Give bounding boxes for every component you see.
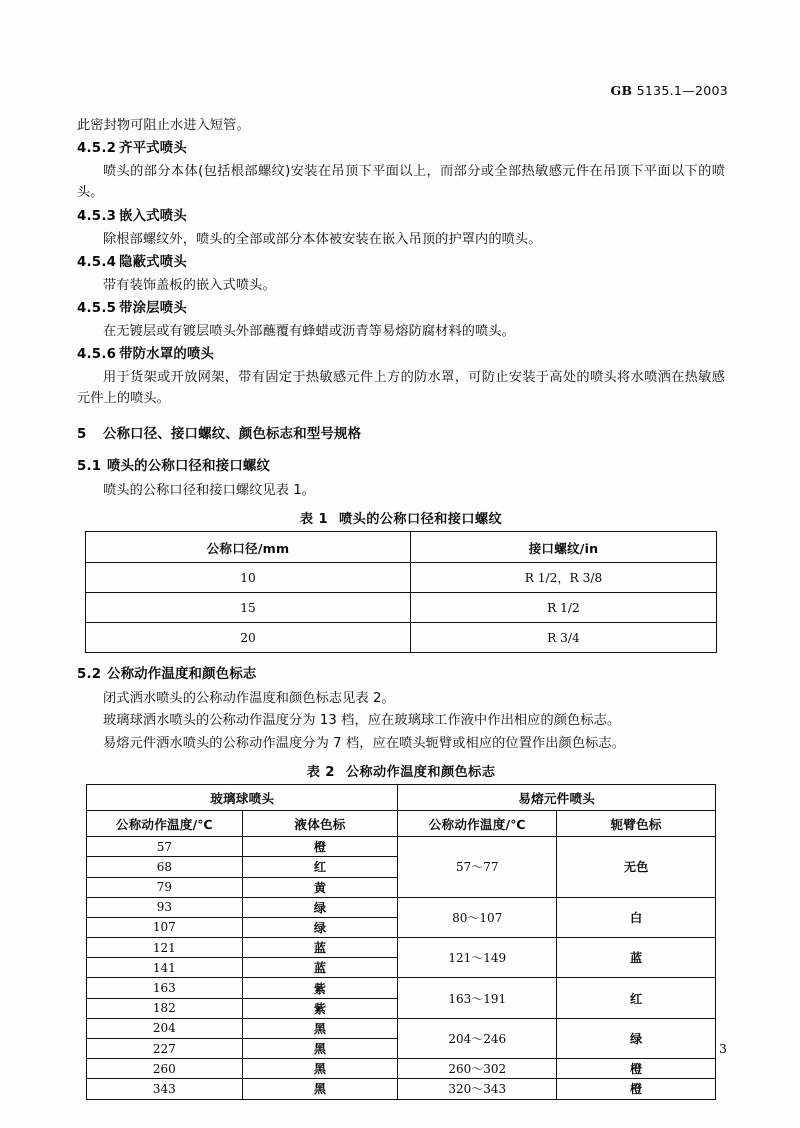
table-2-cell-liquid-color: 蓝 [242, 958, 398, 978]
section-heading-5 [77, 424, 725, 446]
intro-paragraph: 此密封物可阻止水进入短管。 [77, 118, 250, 133]
table-operating-temperature-color [86, 784, 716, 1099]
table-2-cell-glass-temp: 68 [87, 857, 243, 877]
table-2-cell-fusible-range: 204～246 [398, 1018, 557, 1058]
standard-prefix: GB [610, 83, 633, 98]
table-row [86, 593, 717, 623]
table-2-cell-fusible-range: 121～149 [398, 938, 557, 978]
table-2-cell-liquid-color: 黑 [242, 1018, 398, 1038]
table-row [87, 938, 716, 958]
clause-heading-4-5-2 [77, 138, 725, 160]
table-2-cell-glass-temp: 260 [87, 1059, 243, 1079]
table-2-cell-glass-temp: 227 [87, 1039, 243, 1059]
clause-heading-4-5-5 [77, 298, 725, 320]
standard-number: 5135.1—2003 [636, 83, 728, 98]
table-2-cell-lever-color: 绿 [557, 1018, 716, 1058]
clause-number: 5.1 [77, 459, 102, 475]
clause-text-5-2-a: 闭式洒水喷头的公称动作温度和颜色标志见表 2。 [103, 691, 395, 706]
table-1-col-header-thread: 接口螺纹/in [410, 532, 716, 563]
clause-title: 隐蔽式喷头 [119, 254, 187, 270]
table-row [86, 623, 717, 653]
table-2-cell-lever-color: 白 [557, 897, 716, 937]
clause-title: 嵌入式喷头 [119, 208, 187, 224]
table-2-cell-glass-temp: 141 [87, 958, 243, 978]
table-2-col-header-lever-color: 轭臂色标 [557, 811, 716, 837]
table-1-caption [77, 508, 725, 527]
table-2-cell-liquid-color: 紫 [242, 998, 398, 1018]
clause-text-4-5-4: 带有装饰盖板的嵌入式喷头。 [103, 277, 276, 293]
clause-number: 4.5.3 [77, 208, 117, 224]
table-1-col-header-diameter: 公称口径/mm [86, 532, 411, 563]
table-2-cell-lever-color: 橙 [557, 1059, 716, 1079]
clause-text-5-1: 喷头的公称口径和接口螺纹见表 1。 [103, 482, 316, 498]
table-2-cell-glass-temp: 107 [87, 917, 243, 937]
running-header [611, 83, 728, 98]
table-2-col-header-fusible-temp: 公称动作温度/℃ [398, 811, 557, 837]
table-2-sub-header-row [87, 811, 716, 837]
table-2-cell-liquid-color: 绿 [242, 917, 398, 937]
clause-number: 4.5.2 [77, 141, 117, 157]
clause-title: 喷头的公称口径和接口螺纹 [107, 459, 271, 475]
table-2-group-header-glass-bulb: 玻璃球喷头 [87, 785, 398, 811]
table-nominal-diameter-thread [85, 531, 717, 653]
section-number: 5 [77, 426, 87, 442]
clause-number: 4.5.6 [77, 347, 117, 363]
table-2-cell-fusible-range: 260～302 [398, 1059, 557, 1079]
table-2-cell-lever-color: 红 [557, 978, 716, 1018]
clause-number: 5.2 [77, 667, 102, 683]
table-2-cell-glass-temp: 163 [87, 978, 243, 998]
clause-heading-4-5-6 [77, 344, 725, 366]
table-2-cell-liquid-color: 紫 [242, 978, 398, 998]
table-2-cell-liquid-color: 黑 [242, 1059, 398, 1079]
table-row [87, 837, 716, 857]
table-2-cell-glass-temp: 93 [87, 897, 243, 917]
table-2-caption [77, 761, 725, 780]
table-row [87, 1079, 716, 1099]
clause-title: 带防水罩的喷头 [119, 347, 215, 363]
table-row [87, 1018, 716, 1038]
table-1-title: 喷头的公称口径和接口螺纹 [339, 512, 503, 528]
table-row [87, 1059, 716, 1079]
clause-text-4-5-6: 用于货架或开放网架，带有固定于热敏感元件上方的防水罩，可防止安装于高处的喷头将水喷洒在热敏感元件上的喷头。 [77, 369, 725, 407]
table-2-cell-liquid-color: 蓝 [242, 938, 398, 958]
clause-heading-5-2 [77, 664, 725, 686]
table-2-cell-liquid-color: 橙 [242, 837, 398, 857]
table-row [87, 978, 716, 998]
table-2-cell-fusible-range: 163～191 [398, 978, 557, 1018]
clause-text-5-2-c: 易熔元件洒水喷头的公称动作温度分为 7 档，应在喷头轭臂或相应的位置作出颜色标志。 [103, 735, 625, 751]
table-2-group-header-row [87, 785, 716, 811]
clause-text-5-2-b: 玻璃球洒水喷头的公称动作温度分为 13 档，应在玻璃球工作液中作出相应的颜色标志。 [103, 713, 621, 729]
clause-heading-4-5-3 [77, 206, 725, 228]
table-2-cell-lever-color: 蓝 [557, 938, 716, 978]
clause-heading-5-1 [77, 456, 725, 478]
table-1-cell-diameter: 15 [86, 593, 411, 623]
clause-title: 带涂层喷头 [119, 300, 187, 316]
table-1-cell-diameter: 20 [86, 623, 411, 653]
table-1-cell-thread: R 3/4 [410, 623, 716, 653]
clause-number: 4.5.5 [77, 300, 117, 316]
clause-heading-4-5-4 [77, 252, 725, 274]
table-2-cell-fusible-range: 80～107 [398, 897, 557, 937]
table-2-cell-liquid-color: 黄 [242, 877, 398, 897]
clause-number: 4.5.4 [77, 254, 117, 270]
clause-title: 齐平式喷头 [119, 141, 187, 157]
table-2-cell-glass-temp: 57 [87, 837, 243, 857]
table-row [87, 897, 716, 917]
table-row [86, 563, 717, 593]
table-1-cell-diameter: 10 [86, 563, 411, 593]
table-2-cell-glass-temp: 204 [87, 1018, 243, 1038]
document-body [77, 115, 725, 1100]
table-1-label: 表 1 [299, 512, 329, 528]
table-1-cell-thread: R 1/2 [410, 593, 716, 623]
clause-text-4-5-3: 除根部螺纹外，喷头的全部或部分本体被安装在嵌入吊顶的护罩内的喷头。 [103, 231, 542, 247]
table-2-title: 公称动作温度和颜色标志 [345, 765, 496, 781]
clause-text-4-5-2: 喷头的部分本体(包括根部螺纹)安装在吊顶下平面以上，而部分或全部热敏感元件在吊顶下平面以下的喷头。 [77, 164, 725, 201]
table-2-cell-liquid-color: 绿 [242, 897, 398, 917]
table-2-label: 表 2 [306, 765, 335, 781]
table-2-cell-glass-temp: 79 [87, 877, 243, 897]
table-2-col-header-glass-temp: 公称动作温度/℃ [87, 811, 243, 837]
page-number: 3 [719, 1041, 727, 1056]
table-2-cell-glass-temp: 121 [87, 938, 243, 958]
section-title: 公称口径、接口螺纹、颜色标志和型号规格 [103, 426, 362, 442]
table-1-header-row [86, 532, 717, 563]
table-2-cell-lever-color: 无色 [557, 837, 716, 898]
table-2-cell-fusible-range: 320～343 [398, 1079, 557, 1099]
table-2-cell-liquid-color: 黑 [242, 1039, 398, 1059]
table-2-cell-lever-color: 橙 [557, 1079, 716, 1099]
table-2-cell-liquid-color: 红 [242, 857, 398, 877]
table-2-cell-liquid-color: 黑 [242, 1079, 398, 1099]
table-1-cell-thread: R 1/2，R 3/8 [410, 563, 716, 593]
table-2-group-header-fusible: 易熔元件喷头 [398, 785, 716, 811]
clause-text-4-5-5: 在无镀层或有镀层喷头外部蘸覆有蜂蜡或沥青等易熔防腐材料的喷头。 [103, 323, 515, 339]
table-2-cell-fusible-range: 57～77 [398, 837, 557, 898]
table-2-cell-glass-temp: 343 [87, 1079, 243, 1099]
clause-title: 公称动作温度和颜色标志 [107, 667, 257, 683]
table-2-col-header-liquid-color: 液体色标 [242, 811, 398, 837]
table-2-cell-glass-temp: 182 [87, 998, 243, 1018]
